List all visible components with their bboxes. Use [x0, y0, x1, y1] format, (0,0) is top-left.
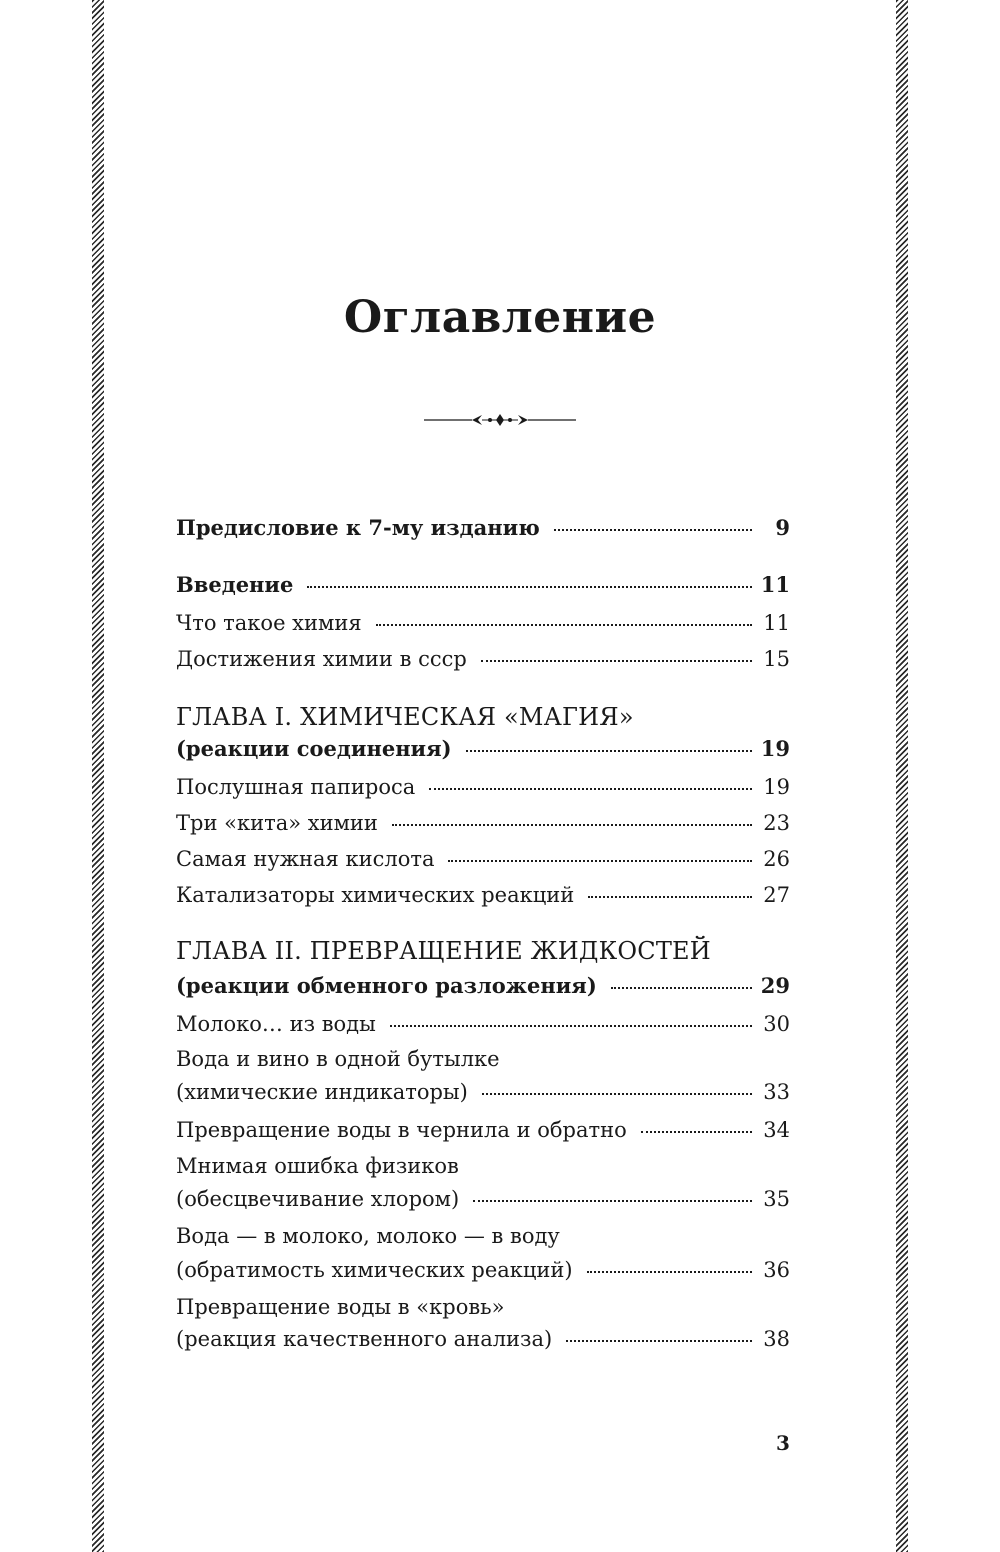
toc-entry-line: Вода — в молоко, молоко — в воду: [176, 1224, 560, 1248]
dot-leader: [448, 860, 752, 862]
dot-leader: [466, 750, 752, 752]
toc-entry: (химические индикаторы) 33: [176, 1080, 790, 1104]
dot-leader: [482, 1093, 752, 1095]
toc-entry-line: Превращение воды в «кровь»: [176, 1295, 505, 1319]
dot-leader: [587, 1271, 752, 1273]
dot-leader: [554, 529, 752, 531]
toc-entry: Достижения химии в ссср 15: [176, 647, 790, 671]
toc-entry: Что такое химия 11: [176, 611, 790, 635]
toc-entry-line: Мнимая ошибка физиков: [176, 1154, 459, 1178]
toc-entry: (обесцвечивание хлором) 35: [176, 1187, 790, 1211]
page-title: Оглавление: [343, 292, 657, 343]
page-number: 3: [776, 1431, 790, 1455]
toc-entry: Введение 11: [176, 572, 790, 597]
toc-entry: (реакция качественного анализа) 38: [176, 1327, 790, 1351]
toc-entry: Катализаторы химических реакций 27: [176, 883, 790, 907]
decorative-border-left: [92, 0, 104, 1552]
chapter-title: ГЛАВА I. ХИМИЧЕСКАЯ «МАГИЯ»: [176, 703, 634, 731]
chapter-title: ГЛАВА II. ПРЕВРАЩЕНИЕ ЖИДКОСТЕЙ: [176, 937, 711, 965]
dot-leader: [429, 788, 752, 790]
toc-entry: Предисловие к 7-му изданию 9: [176, 515, 790, 540]
toc-entry-line: Вода и вино в одной бутылке: [176, 1047, 500, 1071]
decorative-border-right: [896, 0, 908, 1552]
toc-entry: Самая нужная кислота 26: [176, 847, 790, 871]
toc-entry: Молоко… из воды 30: [176, 1012, 790, 1036]
dot-leader: [392, 824, 752, 826]
ornament-divider-icon: [424, 410, 576, 430]
toc-entry: Превращение воды в чернила и обратно 34: [176, 1118, 790, 1142]
dot-leader: [473, 1200, 752, 1202]
toc-entry: (обратимость химических реакций) 36: [176, 1258, 790, 1282]
dot-leader: [611, 987, 752, 989]
dot-leader: [566, 1340, 752, 1342]
dot-leader: [641, 1131, 752, 1133]
toc-entry: Послушная папироса 19: [176, 775, 790, 799]
dot-leader: [376, 624, 752, 626]
dot-leader: [390, 1025, 752, 1027]
dot-leader: [307, 586, 752, 588]
toc-entry: (реакции обменного разложения) 29: [176, 973, 790, 998]
toc-entry: (реакции соединения) 19: [176, 736, 790, 761]
toc-entry: Три «кита» химии 23: [176, 811, 790, 835]
dot-leader: [481, 660, 752, 662]
dot-leader: [588, 896, 752, 898]
